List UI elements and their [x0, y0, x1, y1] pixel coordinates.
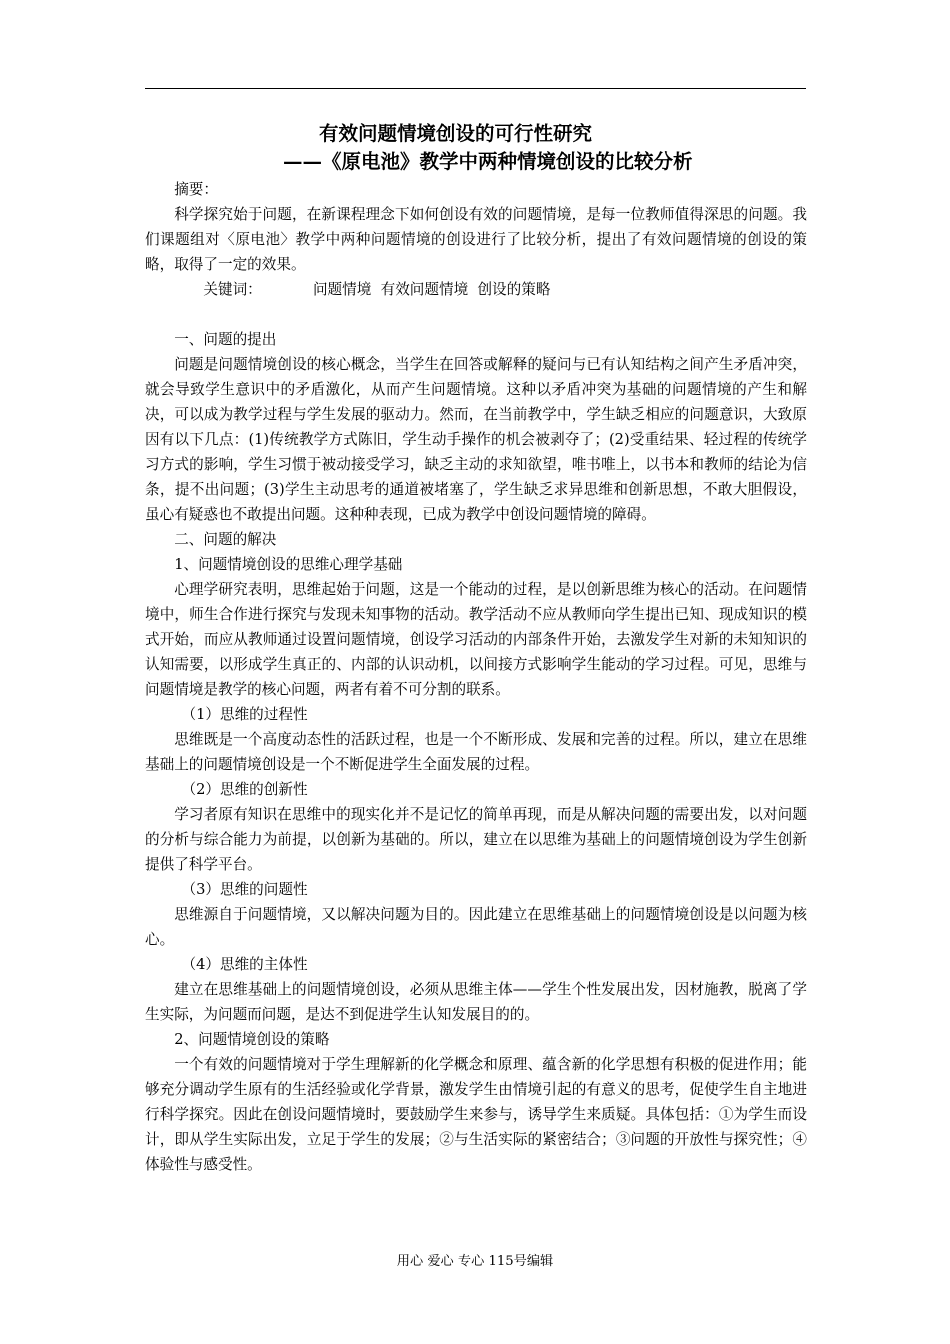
abstract-heading: 摘要： [174, 181, 218, 198]
keywords-line [145, 277, 807, 302]
section-heading: 二、问题的解决 [174, 531, 277, 548]
paragraph: 建立在思维基础上的问题情境创设，必须从思维主体——学生个性发展出发，因材施教，脱离了学生实际，为问题而问题，是达不到促进学生认知发展目的的。 [145, 981, 807, 1023]
paragraph: 学习者原有知识在思维中的现实化并不是记忆的简单再现，而是从解决问题的需要出发，以对问题的分析与综合能力为前提，以创新为基础的。所以，建立在以思维为基础上的问题情境创设为学生创新提供了科学平台。 [145, 806, 807, 873]
header-rule [145, 88, 806, 89]
subsection-heading: 2、问题情境创设的策略 [174, 1031, 330, 1048]
spacer [145, 302, 807, 327]
keywords-text: 问题情境 有效问题情境 创设的策略 [312, 281, 551, 298]
subsection-heading: 1、问题情境创设的思维心理学基础 [174, 556, 403, 573]
keywords-label: 关键词： [203, 281, 262, 298]
document-subtitle: ——《原电池》教学中两种情境创设的比较分析 [283, 150, 693, 173]
paragraph: 问题是问题情境创设的核心概念，当学生在回答或解释的疑问与已有认知结构之间产生矛盾冲突，就会导致学生意识中的矛盾激化，从而产生问题情境。这种以矛盾冲突为基础的问题情境的产生和解决，可以成为教学过程与学生发展的驱动力。然而，在当前教学中，学生缺乏相应的问题意识，大致原因有以下几点：(1)传统教学方式陈旧，学生动手操作的机会被剥夺了；(2)受重结果、轻过程的传统学习方式的影响，学生习惯于被动接受学习，缺乏主动的求知欲望，唯书唯上，以书本和教师的结论为信条，提不出问题；(3)学生主动思考的通道被堵塞了，学生缺乏求异思维和创新思想，不敢大胆假设，虽心有疑惑也不敢提出问题。这种种表现，已成为教学中创设问题情境的障碍。 [145, 356, 807, 523]
paragraph: 一个有效的问题情境对于学生理解新的化学概念和原理、蕴含新的化学思想有积极的促进作用；能够充分调动学生原有的生活经验或化学背景，激发学生由情境引起的有意义的思考，促使学生自主地进行科学探究。因此在创设问题情境时，要鼓励学生来参与，诱导学生来质疑。具体包括：①为学生而设计，即从学生实际出发，立足于学生的发展；②与生活实际的紧密结合；③问题的开放性与探究性；④体验性与感受性。 [145, 1056, 807, 1173]
page-footer: 用心 爱心 专心 115号编辑 [396, 1254, 554, 1269]
item-heading: （1）思维的过程性 [181, 706, 308, 723]
paragraph: 思维既是一个高度动态性的活跃过程，也是一个不断形成、发展和完善的过程。所以，建立在思维基础上的问题情境创设是一个不断促进学生全面发展的过程。 [145, 731, 807, 773]
paragraph: 心理学研究表明，思维起始于问题，这是一个能动的过程，是以创新思维为核心的活动。在问题情境中，师生合作进行探究与发现未知事物的活动。教学活动不应从教师向学生提出已知、现成知识的模式开始，而应从教师通过设置问题情境，创设学习活动的内部条件开始，去激发学生对新的未知知识的认知需要，以形成学生真正的、内部的认识动机，以间接方式影响学生能动的学习过程。可见，思维与问题情境是教学的核心问题，两者有着不可分割的联系。 [145, 581, 807, 698]
item-heading: （2）思维的创新性 [181, 781, 308, 798]
section-heading: 一、问题的提出 [174, 331, 277, 348]
item-heading: （4）思维的主体性 [181, 956, 308, 973]
document-body [145, 177, 807, 1177]
paragraph: 思维源自于问题情境，又以解决问题为目的。因此建立在思维基础上的问题情境创设是以问题为核心。 [145, 906, 807, 948]
item-heading: （3）思维的问题性 [181, 881, 308, 898]
document-title: 有效问题情境创设的可行性研究 [319, 122, 593, 145]
abstract-text: 科学探究始于问题，在新课程理念下如何创设有效的问题情境，是每一位教师值得深思的问题。我们课题组对〈原电池〉教学中两种问题情境的创设进行了比较分析，提出了有效问题情境的创设的策略，取得了一定的效果。 [145, 206, 807, 273]
